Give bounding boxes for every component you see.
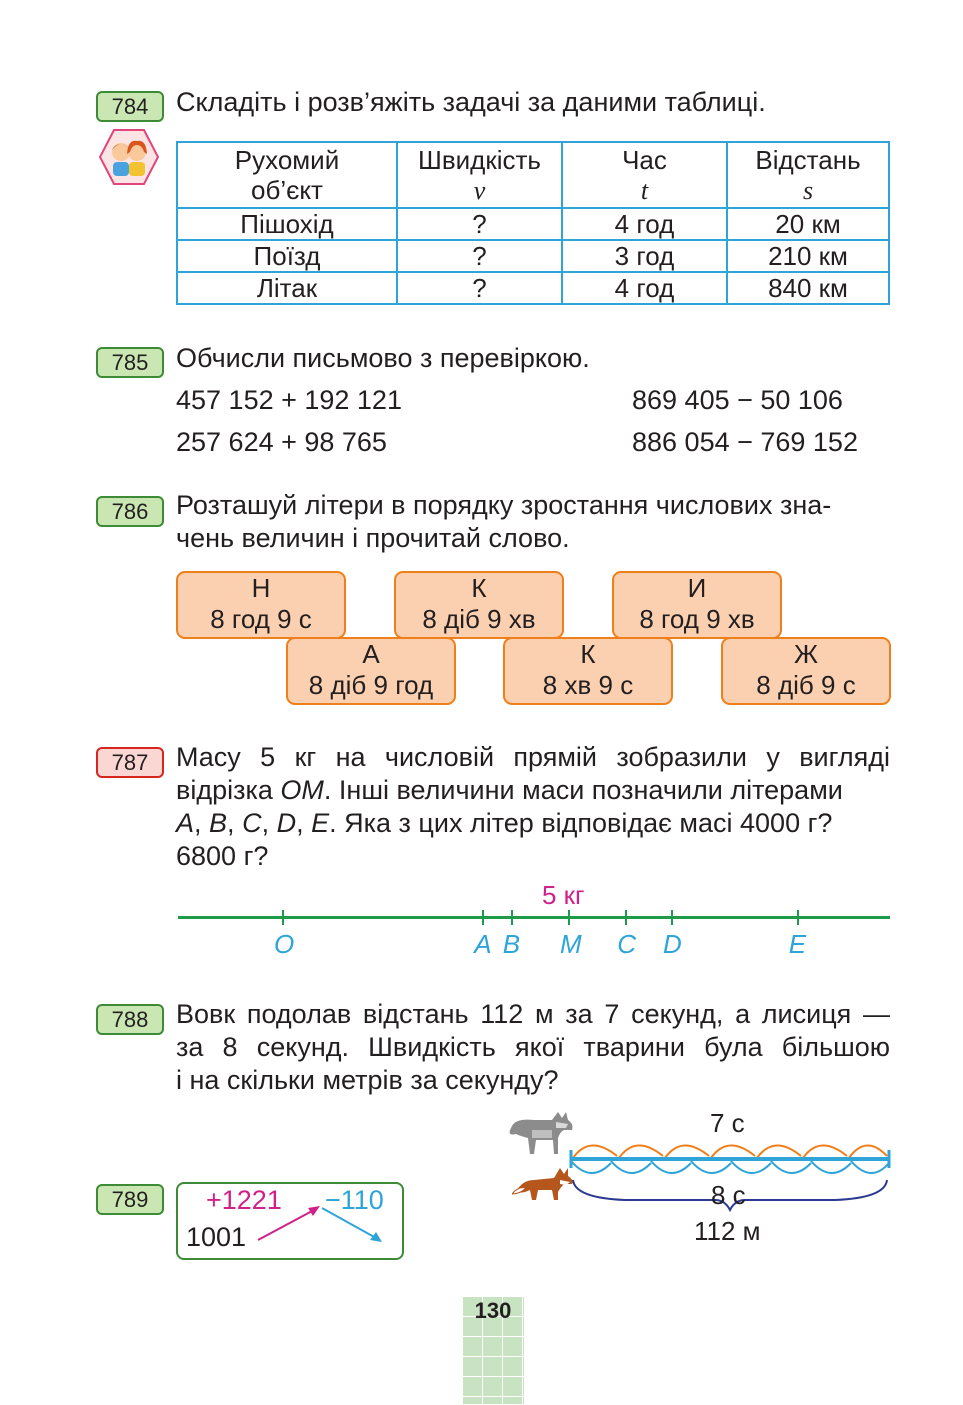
expression-2: 869 405 − 50 106 bbox=[632, 385, 843, 415]
table-cell: 20 км bbox=[727, 208, 889, 240]
letter-card: Ж 8 діб 9 с bbox=[721, 637, 891, 705]
point-label-b: B bbox=[502, 929, 521, 959]
number-line-tick bbox=[511, 910, 513, 925]
number-line-tick bbox=[482, 910, 484, 925]
operation-add: +1221 bbox=[206, 1185, 282, 1215]
expression-1: 457 152 + 192 121 bbox=[176, 385, 402, 415]
point-label-a: A bbox=[474, 929, 492, 959]
task-787-line-4: 6800 г? bbox=[176, 841, 269, 871]
letter-card: К 8 діб 9 хв bbox=[394, 571, 564, 639]
start-number: 1001 bbox=[186, 1222, 247, 1252]
number-line-tick bbox=[797, 910, 799, 925]
task-787-line-2: відрізка ОМ. Інші величини маси позначили літерами bbox=[176, 775, 843, 805]
fox-time-label: 8 с bbox=[711, 1180, 746, 1210]
table-cell: 3 год bbox=[562, 240, 727, 272]
task-785-text: Обчисли письмово з перевіркою. bbox=[176, 343, 590, 373]
task-787-line-1: Масу 5 кг на числовій прямій зобразили у вигляді bbox=[176, 742, 890, 772]
fox-jump-arrows bbox=[571, 1161, 889, 1173]
letter-card: И 8 год 9 хв bbox=[612, 571, 782, 639]
letter-card: К 8 хв 9 с bbox=[503, 637, 673, 705]
page-number: 130 bbox=[474, 1298, 512, 1323]
letter-card: А 8 діб 9 год bbox=[286, 637, 456, 705]
task-number-784: 784 bbox=[96, 91, 164, 122]
table-cell: 4 год bbox=[562, 208, 727, 240]
header-time: Час t bbox=[562, 142, 727, 208]
task-787-line-3: A, B, C, D, E. Яка з цих літер відповідає масі 4000 г? bbox=[176, 808, 833, 838]
number-line-tick bbox=[671, 910, 673, 925]
table-cell: 210 км bbox=[727, 240, 889, 272]
operation-subtract: −110 bbox=[325, 1185, 384, 1215]
table-cell: Пішохід bbox=[177, 208, 397, 240]
number-line-tick bbox=[568, 910, 570, 925]
segment-om-label: 5 кг bbox=[542, 880, 585, 910]
table-row bbox=[177, 272, 889, 304]
wolf-time-label: 7 с bbox=[710, 1108, 745, 1138]
task-number-785: 785 bbox=[96, 347, 164, 378]
distance-label: 112 м bbox=[694, 1216, 761, 1246]
task-788-line-1: Вовк подолав відстань 112 м за 7 секунд, а лисиця — bbox=[176, 999, 890, 1029]
point-label-e: E bbox=[788, 929, 807, 959]
table-row bbox=[177, 240, 889, 272]
task-786-line-1: Розташуй літери в порядку зростання числових зна- bbox=[176, 490, 832, 520]
number-line bbox=[178, 916, 890, 919]
header-object: Рухомий об’єкт bbox=[177, 142, 397, 208]
header-distance: Відстань s bbox=[727, 142, 889, 208]
header-speed: Швидкість v bbox=[397, 142, 562, 208]
table-cell: ? bbox=[397, 240, 562, 272]
wolf-jump-arrows bbox=[573, 1145, 887, 1158]
task-784-text: Складіть і розв’яжіть задачі за даними таблиці. bbox=[176, 87, 766, 117]
task-number-788: 788 bbox=[96, 1004, 164, 1035]
task-786-line-2: чень величин і прочитай слово. bbox=[176, 523, 570, 553]
task-788-line-2: за 8 секунд. Швидкість якої тварини була більшою bbox=[176, 1032, 890, 1062]
speed-table bbox=[176, 141, 890, 305]
expression-3: 257 624 + 98 765 bbox=[176, 427, 387, 457]
task-number-787: 787 bbox=[96, 747, 164, 778]
table-cell: 4 год bbox=[562, 272, 727, 304]
point-label-d: D bbox=[662, 929, 682, 959]
table-cell: ? bbox=[397, 272, 562, 304]
table-cell: ? bbox=[397, 208, 562, 240]
point-label-m: M bbox=[560, 929, 582, 959]
table-cell: Літак bbox=[177, 272, 397, 304]
number-line-tick bbox=[282, 910, 284, 925]
point-label-o: O bbox=[274, 929, 295, 959]
number-line-tick bbox=[625, 910, 627, 925]
table-row bbox=[177, 208, 889, 240]
children-pair-icon bbox=[98, 128, 160, 186]
point-label-c: C bbox=[617, 929, 636, 959]
expression-4: 886 054 − 769 152 bbox=[632, 427, 858, 457]
task-number-789: 789 bbox=[96, 1184, 164, 1215]
chain-arrows bbox=[250, 1200, 390, 1250]
table-header-row bbox=[177, 142, 889, 208]
table-cell: Поїзд bbox=[177, 240, 397, 272]
task-788-line-3: і на скільки метрів за секунду? bbox=[176, 1065, 559, 1095]
task-number-786: 786 bbox=[96, 496, 164, 527]
table-cell: 840 км bbox=[727, 272, 889, 304]
letter-card: Н 8 год 9 с bbox=[176, 571, 346, 639]
